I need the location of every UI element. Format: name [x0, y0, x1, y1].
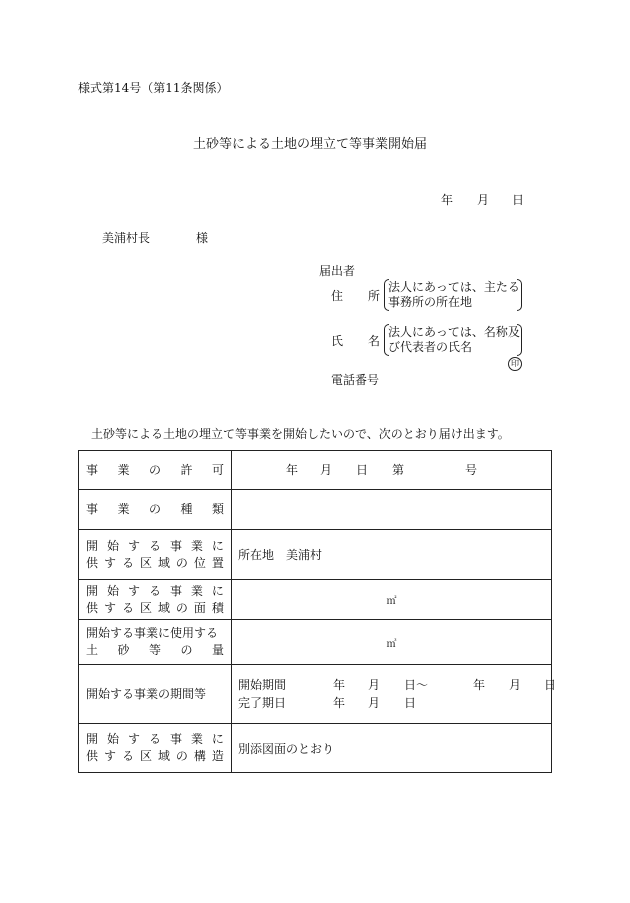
row-type	[79, 490, 552, 530]
value-soil[interactable]	[232, 620, 552, 665]
label-location	[79, 530, 232, 580]
label-char: 事	[169, 583, 182, 598]
label-char: 積	[211, 600, 224, 615]
label-char: 域	[157, 600, 170, 615]
label-char: 土	[86, 643, 99, 657]
value-permit[interactable]	[232, 451, 552, 490]
label-char: 置	[211, 555, 224, 570]
period-start-day-tilde: 日〜	[404, 678, 429, 692]
document-title: 土砂等による土地の埋立て等事業開始届	[193, 137, 428, 152]
value-location[interactable]	[232, 530, 552, 580]
label-char: 砂	[117, 643, 130, 657]
label-char: す	[127, 583, 140, 598]
label-permit-text	[86, 462, 224, 479]
label-char: 業	[117, 462, 130, 477]
label-char: 始	[106, 538, 119, 553]
value-period[interactable]	[232, 665, 557, 724]
label-char: 種	[180, 502, 193, 516]
period-start-month: 月	[368, 678, 381, 692]
area-unit: ㎡	[386, 596, 397, 607]
name-note-1: 法人にあっては、名称及	[388, 325, 520, 339]
label-char: の	[175, 600, 188, 615]
seal-mark	[508, 356, 522, 371]
structure-text: 別添図面のとおり	[238, 741, 335, 756]
label-char: る	[148, 583, 161, 598]
label-char: 域	[157, 555, 170, 570]
name-paren-right	[517, 324, 522, 356]
form-number: 様式第14号（第11条関係）	[78, 81, 229, 95]
label-char: る	[148, 538, 161, 553]
label-soil	[79, 620, 232, 665]
label-char: る	[121, 555, 134, 570]
label-char: 業	[190, 732, 203, 746]
label-char: す	[103, 600, 116, 615]
label-char: の	[175, 555, 188, 570]
label-char: す	[127, 732, 140, 746]
label-char: 業	[117, 502, 130, 516]
label-char: 業	[190, 538, 203, 553]
label-char: 区	[139, 749, 152, 763]
label-char: 始	[106, 583, 119, 598]
label-char: の	[180, 643, 193, 657]
row-location	[79, 530, 552, 580]
label-period	[79, 665, 232, 724]
period-completion-label: 完了期日	[238, 696, 287, 710]
address-note-2: 事務所の所在地	[388, 295, 473, 309]
label-type-text	[86, 501, 224, 518]
address-label-text: 住所	[331, 289, 406, 303]
label-char: す	[103, 749, 116, 763]
permit-year: 年	[286, 463, 299, 477]
label-soil-line2	[86, 642, 224, 659]
value-area[interactable]	[232, 580, 552, 620]
permit-go: 号	[465, 463, 478, 477]
label-permit	[79, 451, 232, 490]
label-char: の	[175, 749, 188, 763]
seal-icon: 印	[508, 357, 522, 371]
phone-label: 電話番号	[331, 373, 380, 387]
label-char: 面	[193, 600, 206, 615]
label-location-line2	[86, 555, 224, 572]
label-char: 事	[86, 502, 99, 516]
label-char: に	[211, 538, 224, 553]
address-paren-right	[517, 279, 522, 311]
label-char: 供	[86, 555, 99, 570]
label-char: 可	[211, 462, 224, 477]
label-location-line1	[86, 538, 224, 555]
label-structure-line2	[86, 748, 224, 765]
label-char: 許	[180, 462, 193, 477]
period-end-year: 年	[473, 678, 486, 692]
label-char: 等	[148, 643, 161, 657]
label-char: 業	[190, 583, 203, 598]
label-char: 開	[86, 538, 99, 553]
value-type[interactable]	[232, 490, 552, 530]
permit-month: 月	[320, 463, 333, 477]
period-completion-year: 年	[333, 696, 346, 710]
row-area	[79, 580, 552, 620]
row-permit	[79, 451, 552, 490]
location-text: 所在地 美浦村	[238, 548, 323, 562]
notifier-heading: 届出者	[319, 264, 356, 278]
value-structure[interactable]	[232, 724, 552, 773]
soil-unit: ㎥	[386, 638, 397, 650]
label-char: す	[103, 555, 116, 570]
address-label	[331, 289, 406, 303]
label-char: 事	[86, 462, 99, 477]
label-char: 事	[169, 732, 182, 746]
label-char: 類	[211, 502, 224, 516]
intro-text: 土砂等による土地の埋立て等事業を開始したいので、次のとおり届け出ます。	[91, 427, 510, 441]
date-day: 日	[512, 193, 525, 207]
label-structure-line1	[86, 731, 224, 748]
label-char: の	[148, 462, 161, 477]
label-char: 量	[211, 643, 224, 657]
label-char: 事	[169, 538, 182, 553]
period-end-month: 月	[509, 678, 522, 692]
label-char: に	[211, 583, 224, 598]
addressee-name: 美浦村長	[102, 231, 151, 245]
label-type	[79, 490, 232, 530]
label-char: 開	[86, 732, 99, 746]
label-period-text-inner: 開始する事業の期間等	[86, 686, 207, 701]
label-soil-line1-text: 開始する事業に使用する	[86, 626, 219, 640]
label-char: 始	[106, 732, 119, 746]
label-char: る	[121, 749, 134, 763]
notification-table	[78, 450, 557, 773]
period-completion-day: 日	[404, 696, 417, 710]
label-period-text	[86, 686, 224, 703]
label-area-line2	[86, 600, 224, 617]
date-month: 月	[477, 193, 490, 207]
label-char: 供	[86, 600, 99, 615]
label-structure	[79, 724, 232, 773]
label-char: の	[148, 502, 161, 516]
row-structure	[79, 724, 552, 773]
label-char: 供	[86, 749, 99, 763]
permit-dai: 第	[392, 463, 405, 477]
date-year: 年	[441, 193, 454, 207]
addressee-honorific: 様	[196, 231, 209, 245]
period-start-year: 年	[333, 678, 346, 692]
row-period	[79, 665, 552, 724]
address-note-1: 法人にあっては、主たる	[388, 280, 520, 294]
label-soil-line1	[86, 625, 224, 642]
period-end-day: 日	[544, 678, 557, 692]
label-char: す	[127, 538, 140, 553]
permit-day: 日	[356, 463, 369, 477]
label-char: る	[121, 600, 134, 615]
label-char: に	[211, 732, 224, 746]
label-char: 開	[86, 583, 99, 598]
label-area	[79, 580, 232, 620]
label-char: る	[148, 732, 161, 746]
label-char: 区	[139, 555, 152, 570]
label-char: 構	[193, 749, 206, 763]
period-completion-month: 月	[368, 696, 381, 710]
label-char: 造	[211, 749, 224, 763]
label-char: 域	[157, 749, 170, 763]
period-start-label: 開始期間	[238, 678, 287, 692]
name-note-2: び代表者の氏名	[388, 340, 473, 354]
name-label-text: 氏名	[331, 334, 406, 348]
label-char: 区	[139, 600, 152, 615]
label-area-line1	[86, 583, 224, 600]
row-soil	[79, 620, 552, 665]
label-char: 位	[193, 555, 206, 570]
